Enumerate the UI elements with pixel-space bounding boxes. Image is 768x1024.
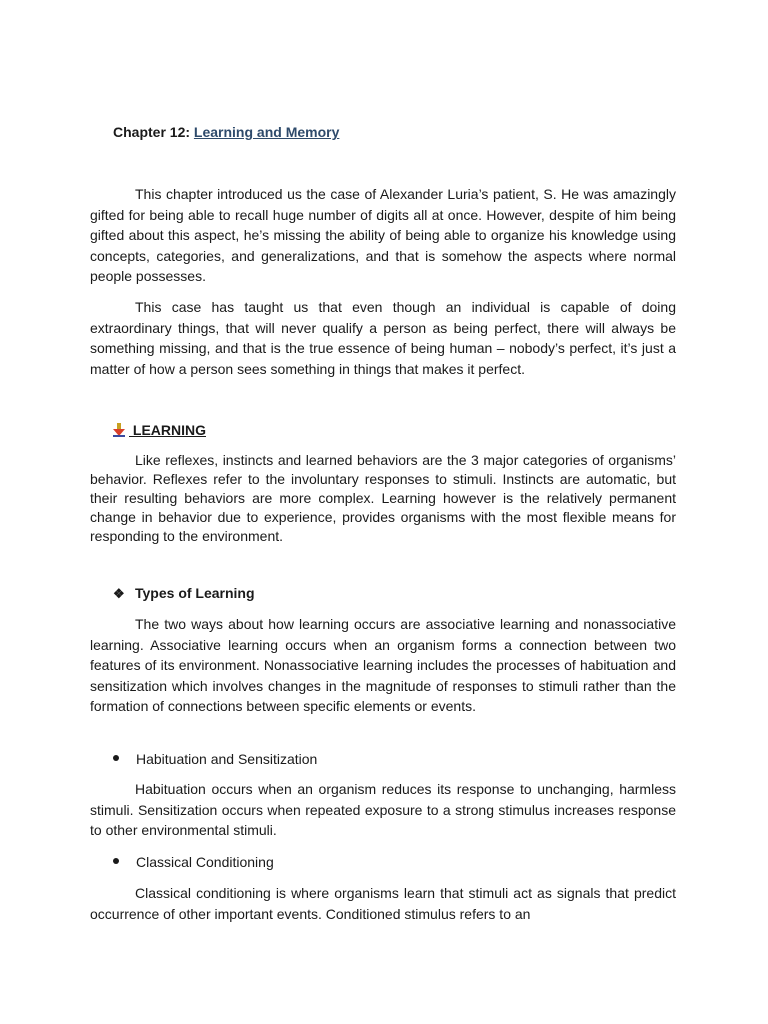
types-of-learning-heading <box>113 584 255 603</box>
chapter-heading <box>113 123 339 141</box>
bullet-dot-icon <box>113 858 119 864</box>
bullet-habituation <box>113 750 317 768</box>
bullet-dot-icon <box>113 755 119 761</box>
types-of-learning-paragraph: The two ways about how learning occurs are associative learning and nonassociative learning. Associative learning occurs when an organism forms a connection between two features of its environment. Nonassociative learning includes the processes of habituation and sensitization which involves changes in the magnitude of responses to stimuli rather than the formation of connections between specific elements or events. <box>90 616 676 714</box>
types-of-learning-label: Types of Learning <box>135 585 255 601</box>
learning-heading <box>113 421 206 439</box>
intro-paragraph-1: This chapter introduced us the case of Alexander Luria’s patient, S. He was amazingly gifted for being able to recall huge number of digits all at once. However, despite of him being gifted about this aspect, he’s missing the ability of being able to organize his knowledge using concepts, categories, and generalizations, and that is somehow the aspects where normal people possesses. <box>90 186 676 284</box>
chapter-title-link[interactable]: Learning and Memory <box>193 124 340 140</box>
down-arrow-bullet-icon <box>113 423 125 437</box>
learning-paragraph: Like reflexes, instincts and learned behaviors are the 3 major categories of organisms’ behavior. Reflexes refer to the involuntary responses to stimuli. Instincts are automatic, but their resulting behaviors are more complex. Learning however is the relatively permanent change in behavior due to experience, provides organisms with the most flexible means for responding to the environment. <box>90 452 676 544</box>
classical-paragraph: Classical conditioning is where organisms learn that stimuli act as signals that predict occurrence of other important events. Conditioned stimulus refers to an <box>90 885 676 922</box>
chapter-prefix: Chapter 12: <box>113 124 191 140</box>
four-diamond-bullet-icon: ❖ <box>113 586 125 601</box>
habituation-paragraph: Habituation occurs when an organism reduces its response to unchanging, harmless stimuli. Sensitization occurs when repeated exposure to a strong stimulus increases response to other environmental stimuli. <box>90 781 676 838</box>
bullet-classical-label: Classical Conditioning <box>136 854 274 870</box>
bullet-habituation-label: Habituation and Sensitization <box>136 751 318 767</box>
learning-heading-label: LEARNING <box>129 422 206 438</box>
bullet-classical-conditioning <box>113 853 274 871</box>
intro-paragraph-2: This case has taught us that even though an individual is capable of doing extraordinary things, that will never qualify a person as being perfect, there will always be something missing, and that is the true essence of being human – nobody’s perfect, it’s just a matter of how a person sees something in things that makes it perfect. <box>90 299 676 377</box>
